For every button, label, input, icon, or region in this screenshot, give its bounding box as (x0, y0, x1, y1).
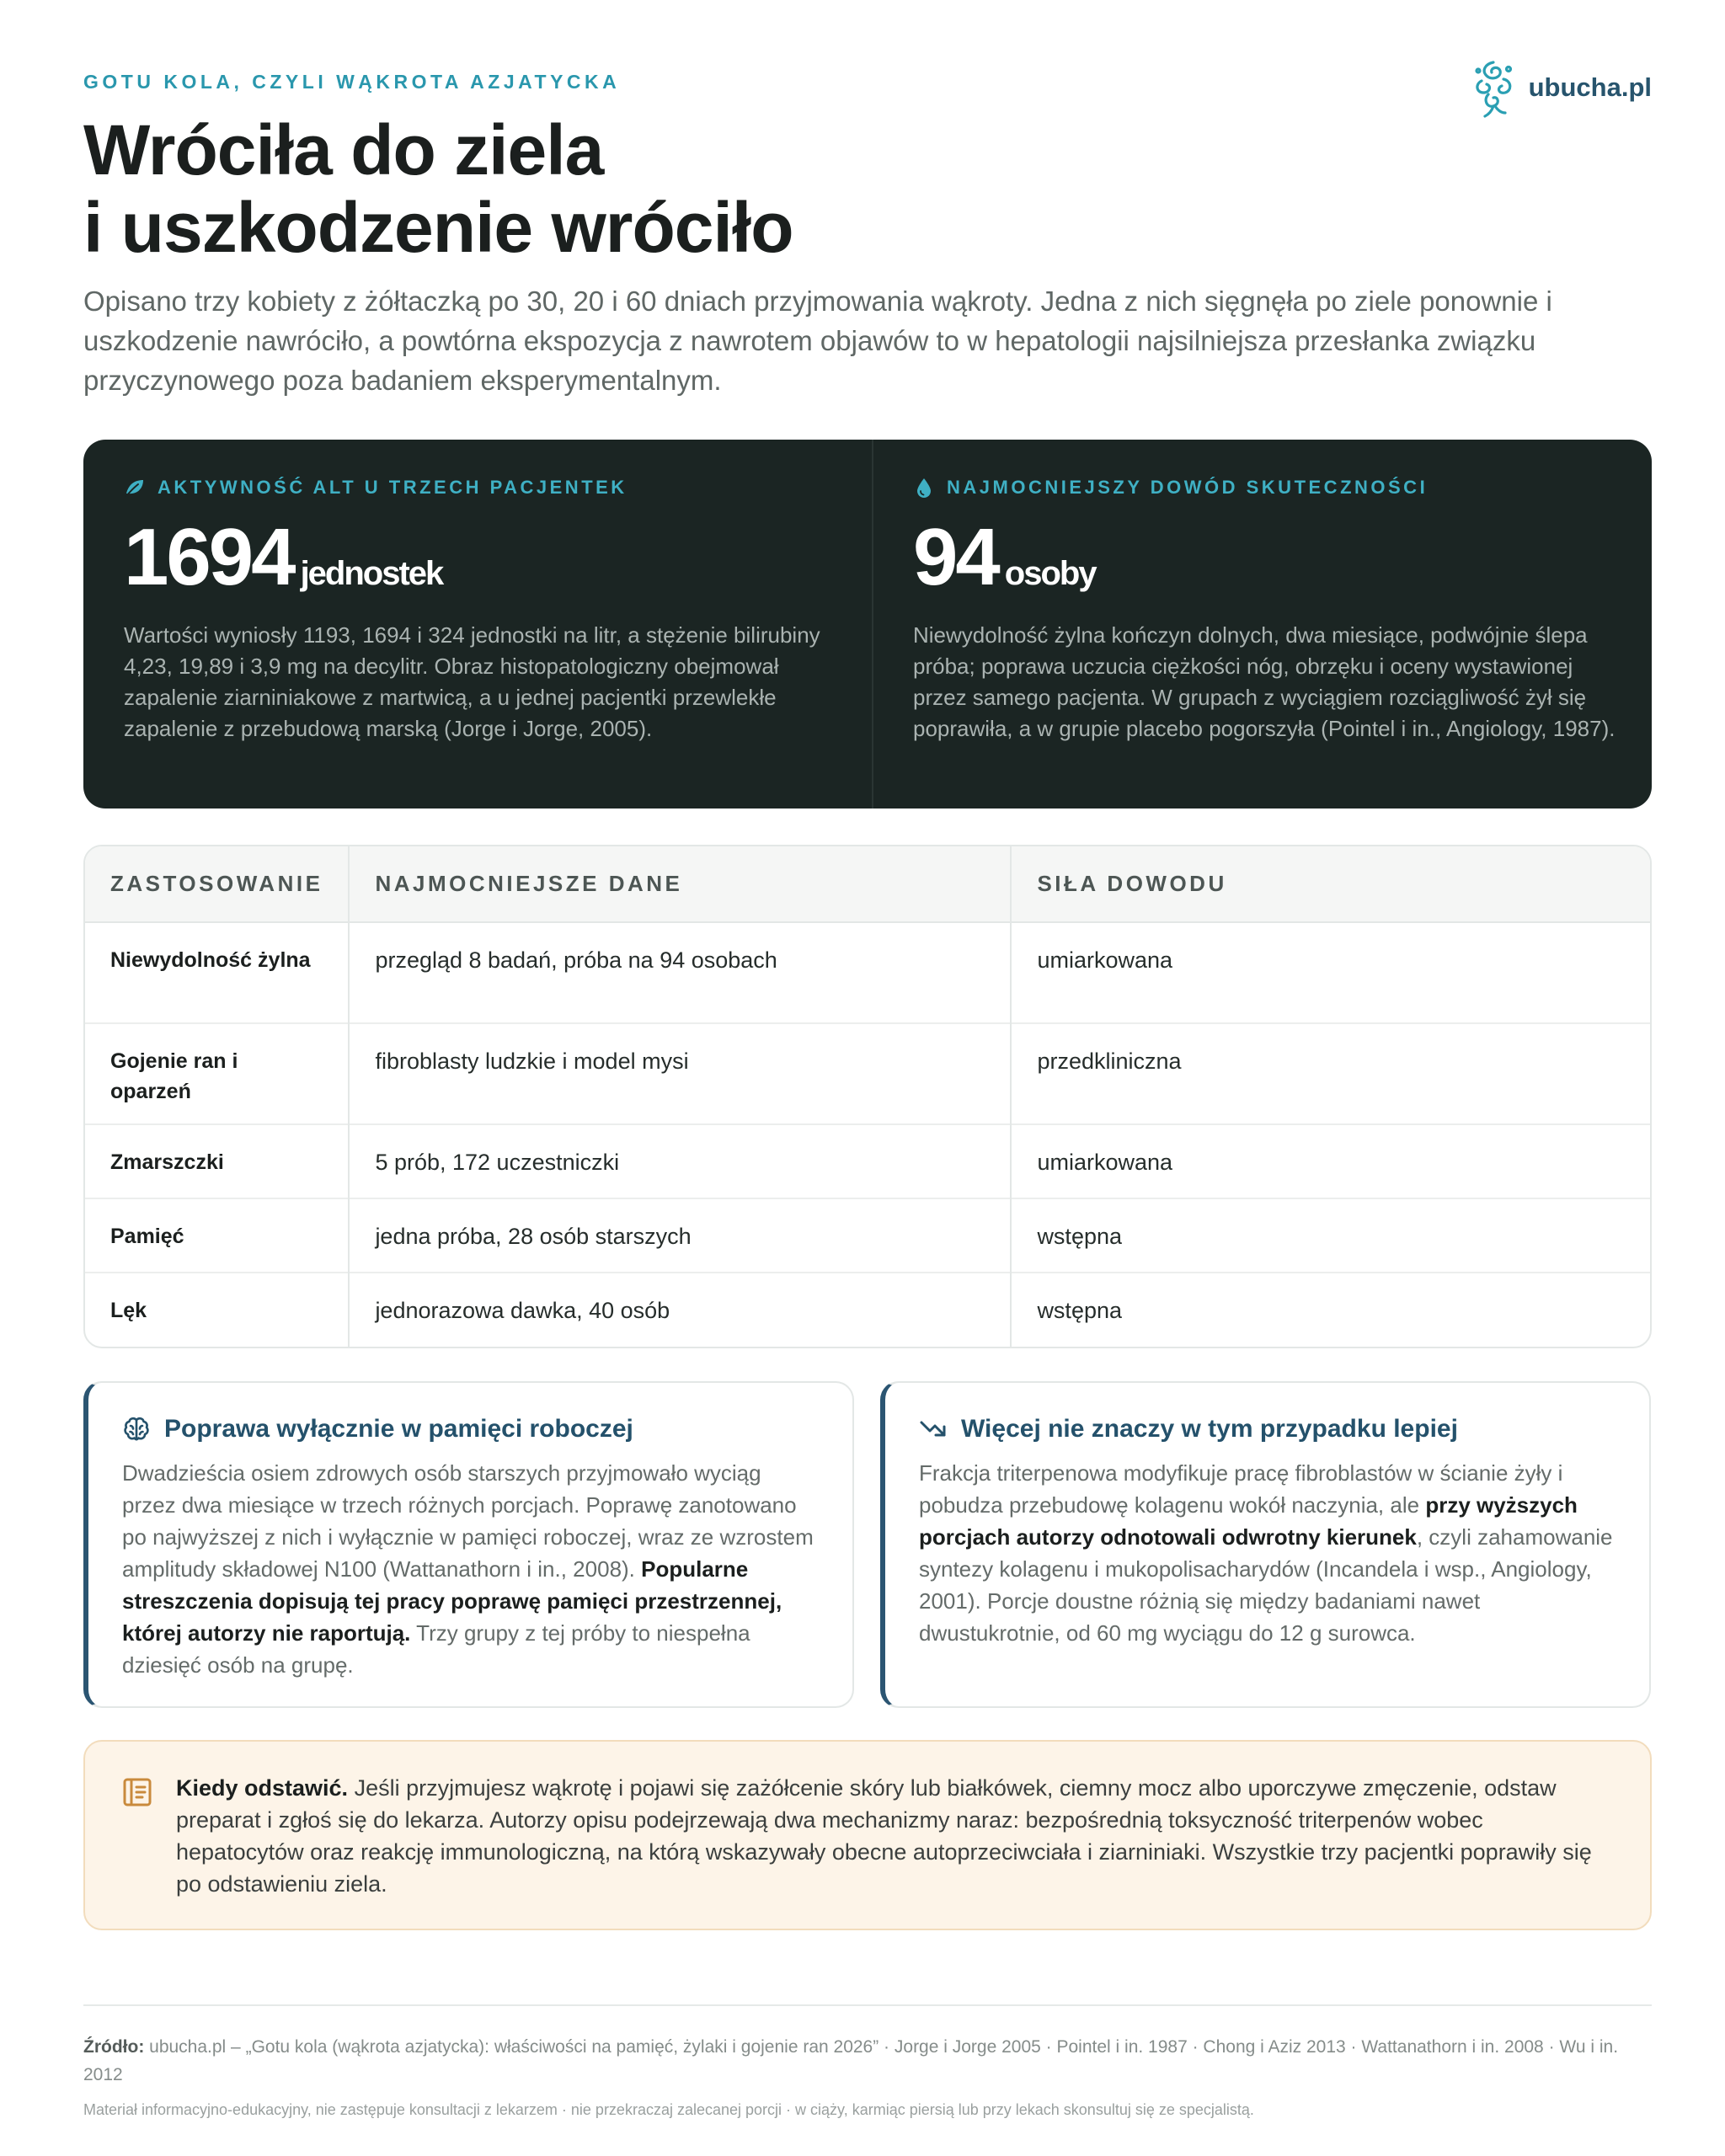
table-cell: umiarkowana (1011, 922, 1650, 1023)
info-card-dose (880, 1381, 1651, 1708)
table-row (85, 922, 1650, 1023)
footer-divider (83, 2004, 1652, 2006)
column-header: SIŁA DOWODU (1011, 846, 1650, 922)
table-cell: fibroblasty ludzkie i model mysi (349, 1023, 1011, 1124)
source-label: Źródło: (83, 2037, 145, 2057)
stat-number: 1694 (124, 512, 294, 602)
table-cell: jedna próba, 28 osób starszych (349, 1198, 1011, 1273)
stat-value (913, 512, 1621, 602)
kombucha-logo-icon (1470, 57, 1517, 118)
table-cell: Lęk (85, 1273, 349, 1347)
site-logo[interactable] (1470, 57, 1652, 118)
title-line-2: i uszkodzenie wróciło (83, 188, 793, 267)
card-title (122, 1415, 820, 1444)
card-text-bold: przy wyższych porcjach autorzy odnotowali odwrotny kierunek (919, 1492, 1578, 1550)
title-line-1: Wróciła do ziela (83, 110, 604, 189)
table-row (85, 1124, 1650, 1198)
stat-value (124, 512, 831, 602)
card-text-part: Frakcja triterpenowa modyfikuje pracę fibroblastów w ścianie żyły i pobudza przebudowę kolagenu wokół naczynia, ale (919, 1460, 1563, 1518)
kicker: GOTU KOLA, CZYLI WĄKROTA AZJATYCKA (83, 71, 621, 93)
stat-number: 94 (913, 512, 998, 602)
leaf-icon (124, 477, 146, 499)
callout-text (176, 1772, 1610, 1900)
table-cell: przedkliniczna (1011, 1023, 1650, 1124)
table-cell: Zmarszczki (85, 1124, 349, 1198)
notebook-icon (120, 1775, 154, 1809)
droplet-icon (913, 477, 935, 499)
card-text-part: Trzy grupy z tej próby to niespełna dziesięć osób na grupę. (122, 1620, 750, 1678)
table-cell: umiarkowana (1011, 1124, 1650, 1198)
evidence-table (83, 845, 1652, 1348)
table-cell: Gojenie ran i oparzeń (85, 1023, 349, 1124)
stat-evidence (872, 440, 1652, 808)
stat-unit: jednostek (300, 555, 443, 592)
table-cell: jednorazowa dawka, 40 osób (349, 1273, 1011, 1347)
table-cell: Pamięć (85, 1198, 349, 1273)
table-cell: wstępna (1011, 1198, 1650, 1273)
card-text (919, 1457, 1617, 1649)
card-text-part: Dwadzieścia osiem zdrowych osób starszych przyjmowało wyciąg przez dwa miesiące w trzech różnych porcjach. Poprawę zanotowano po najwyższej z nich i wyłącznie w pamięci roboczej, wraz ze wzrostem amplitudy składowej N100 (Wattanathorn i in., 2008). (122, 1460, 814, 1582)
table-cell: wstępna (1011, 1273, 1650, 1347)
table-cell: 5 prób, 172 uczestniczki (349, 1124, 1011, 1198)
table-cell: przegląd 8 badań, próba na 94 osobach (349, 922, 1011, 1023)
card-text (122, 1457, 820, 1681)
table-row (85, 1273, 1650, 1347)
warning-callout (83, 1740, 1652, 1930)
table-row (85, 1198, 1650, 1273)
info-card-memory (83, 1381, 854, 1708)
card-title-text: Więcej nie znaczy w tym przypadku lepiej (961, 1415, 1458, 1443)
stat-label (124, 477, 831, 499)
callout-bold: Kiedy odstawić. (176, 1775, 349, 1801)
card-title (919, 1415, 1617, 1444)
stat-alt (83, 440, 872, 808)
lede-paragraph: Opisano trzy kobiety z żółtaczką po 30, 20 i 60 dniach przyjmowania wąkroty. Jedna z nich sięgnęła po ziele ponownie i uszkodzenie nawróciło, a powtórna ekspozycja z nawrotem objawów to w hepatologii najsilniejsza przesłanka związku przyczynowego poza badaniem eksperymentalnym. (83, 286, 1552, 396)
trend-down-icon (919, 1415, 948, 1444)
stat-label-text: NAJMOCNIEJSZY DOWÓD SKUTECZNOŚCI (947, 477, 1429, 498)
column-header: NAJMOCNIEJSZE DANE (349, 846, 1011, 922)
stat-description: Wartości wyniosły 1193, 1694 i 324 jednostki na litr, a stężenie bilirubiny 4,23, 19,89 i 3,9 mg na decylitr. Obraz histopatologiczny obejmował zapalenie ziarniniakowe z martwicą, a u jednej pacjentki przewlekłe zapalenie z przebudową marską (Jorge i Jorge, 2005). (124, 622, 820, 741)
callout-body: Jeśli przyjmujesz wąkrotę i pojawi się zażółcenie skóry lub białkówek, ciemny mocz albo uporczywe zmęczenie, odstaw preparat i zgłoś się do lekarza. Autorzy opisu podejrzewają dwa mechanizmy naraz: bezpośrednią toksyczność triterpenów wobec hepatocytów oraz reakcję immunologiczną, na którą wskazywały obecne autoprzeciwciała i ziarniniaki. Wszystkie trzy pacjentki poprawiły się po odstawieniu ziela. (176, 1775, 1592, 1897)
stat-label (913, 477, 1621, 499)
card-text-bold: Popularne streszczenia dopisują tej pracy poprawę pamięci przestrzennej, której autorzy nie raportują. (122, 1556, 782, 1646)
stat-label-text: AKTYWNOŚĆ ALT U TRZECH PACJENTEK (158, 477, 628, 498)
disclaimer: Materiał informacyjno-edukacyjny, nie zastępuje konsultacji z lekarzem · nie przekraczaj zalecanej porcji · w ciąży, karmiąc piersią lub przy lekach skonsultuj się ze specjalistą. (83, 2101, 1254, 2118)
column-header: ZASTOSOWANIE (85, 846, 349, 922)
brain-icon (122, 1415, 151, 1444)
table-row (85, 1023, 1650, 1124)
table-header-row (85, 846, 1650, 922)
stat-description: Niewydolność żylna kończyn dolnych, dwa miesiące, podwójnie ślepa próba; poprawa uczucia ciężkości nóg, obrzęku i oceny wystawionej przez samego pacjenta. W grupach z wyciągiem rozciągliwość żył się poprawiła, a w grupie placebo pogorszyła (Pointel i in., Angiology, 1987). (913, 622, 1616, 741)
logo-text: ubucha.pl (1528, 72, 1652, 102)
source-note (83, 2033, 1652, 2089)
table-cell: Niewydolność żylna (110, 948, 311, 972)
card-title-text: Poprawa wyłącznie w pamięci roboczej (164, 1415, 633, 1443)
source-text: ubucha.pl – „Gotu kola (wąkrota azjatycka): właściwości na pamięć, żylaki i gojenie ran 2026” · Jorge i Jorge 2005 · Pointel i in. 1987 · Chong i Aziz 2013 · Wattanathorn i in. 2008 · Wu i in. 2012 (83, 2037, 1619, 2084)
stats-panel (83, 440, 1652, 808)
page-title (83, 111, 793, 266)
card-text-part: , czyli zahamowanie syntezy kolagenu i mukopolisacharydów (Incandela i wsp., Angiology, 2001). Porcje doustne różnią się między badaniami nawet dwustukrotnie, od 60 mg wyciągu do 12 g surowca. (919, 1524, 1613, 1646)
stat-unit: osoby (1004, 555, 1096, 592)
